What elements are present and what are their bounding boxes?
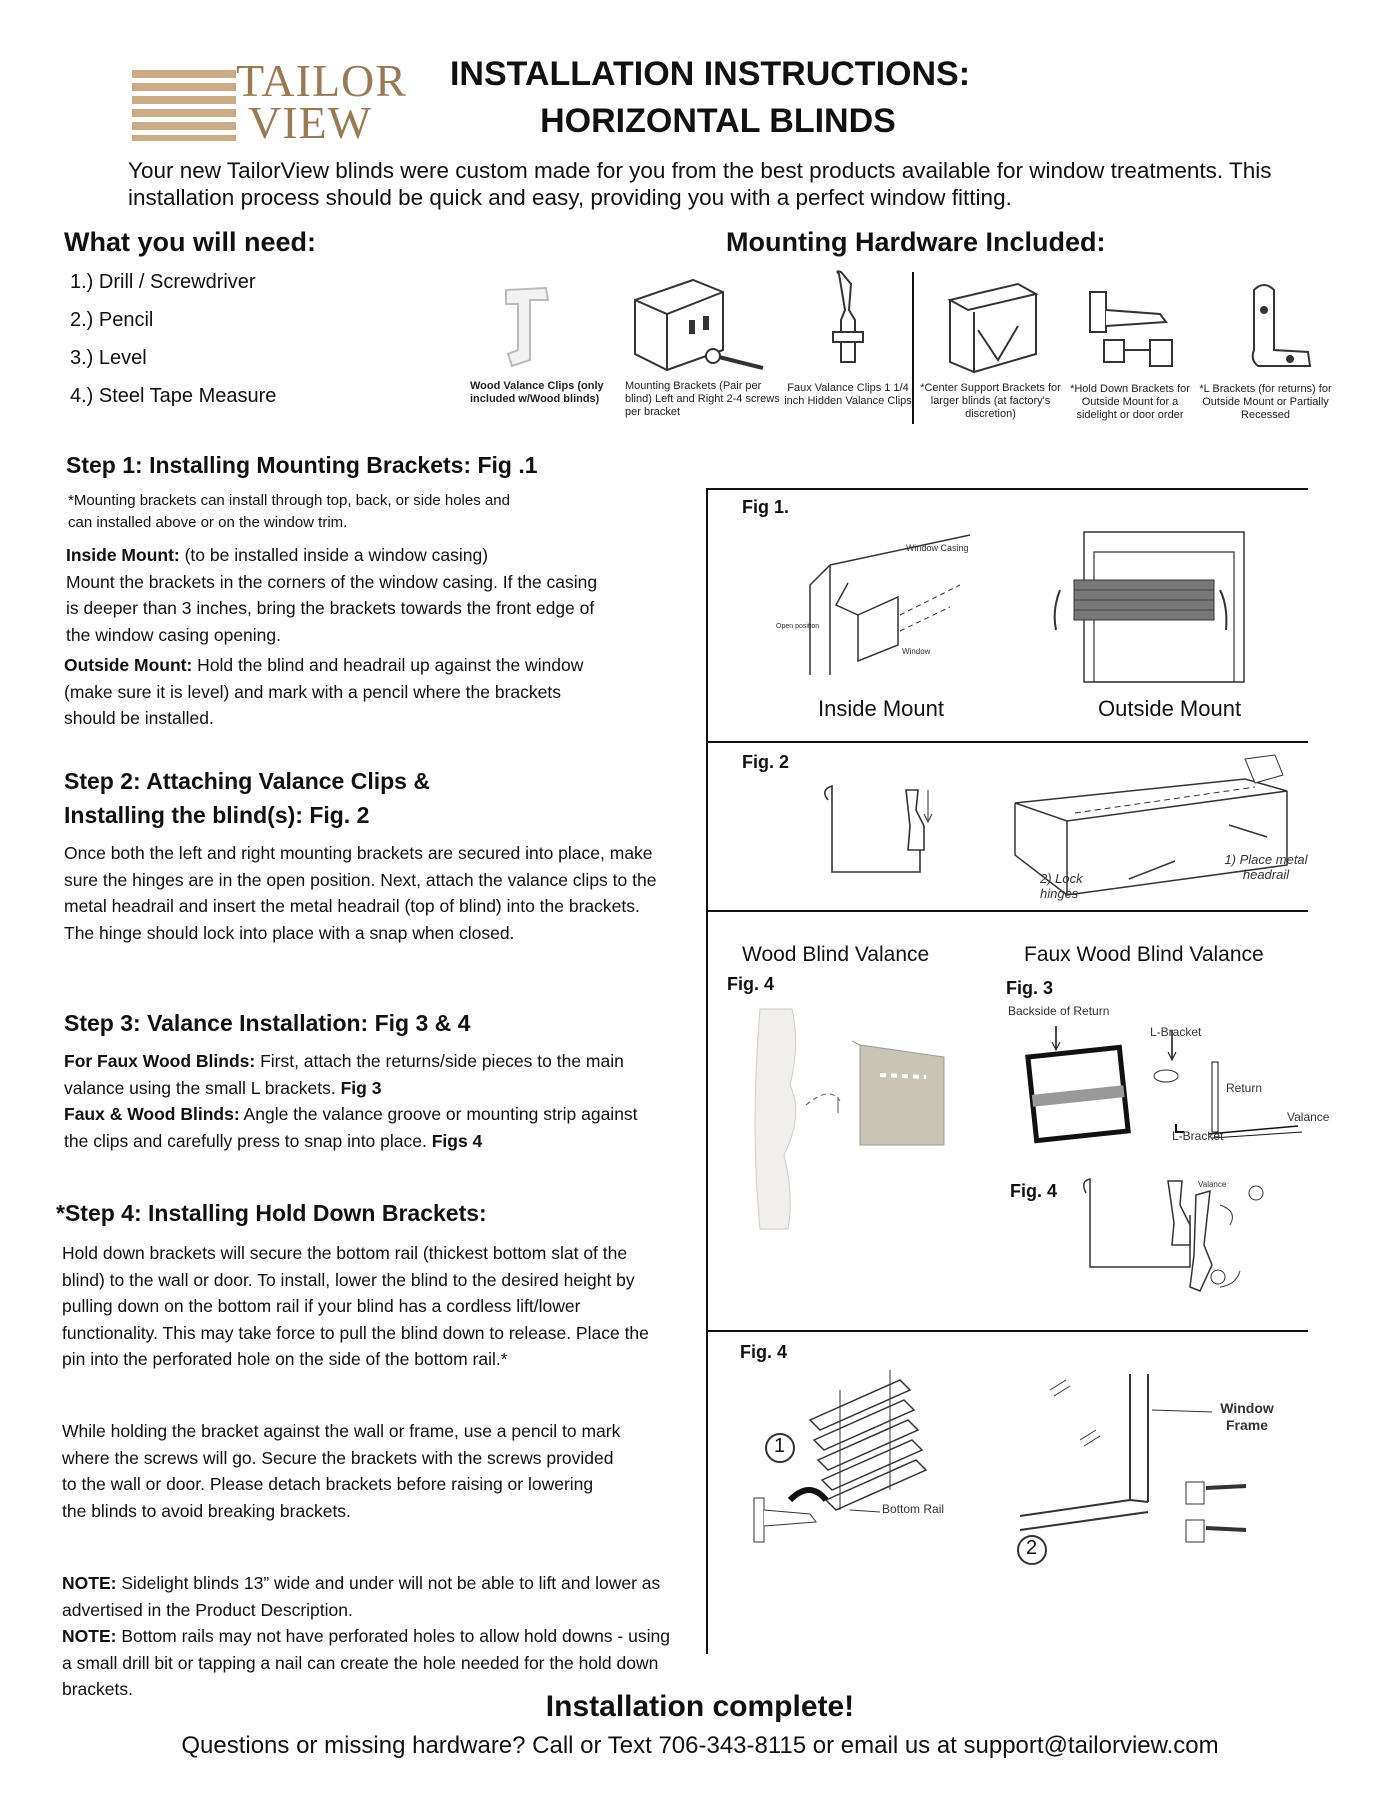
- step2-heading-line2: Installing the blind(s): Fig. 2: [64, 802, 370, 828]
- page-title-line1: INSTALLATION INSTRUCTIONS:: [449, 55, 971, 93]
- fig2-label: Fig. 2: [742, 752, 790, 772]
- step4-note2: Bottom rails may not have perforated holes to allow hold downs - using a small drill bit or tapping a nail can create the hole needed for the hold down brackets.: [62, 1626, 670, 1699]
- figure-divider: [706, 1330, 1308, 1332]
- need-item: 3.) Level: [70, 347, 147, 369]
- mounting-bracket-icon: [623, 270, 788, 380]
- fig2-lock-hinges: 2) Lock hinges: [1040, 871, 1083, 901]
- step1-note: *Mounting brackets can install through top, back, or side holes and can installed above or on the window trim.: [68, 492, 510, 531]
- fig4-step1-number: 1: [774, 1435, 786, 1457]
- hold-down-step1-diagram: [740, 1360, 980, 1560]
- step1-inside: [66, 542, 626, 648]
- fig4-bottom-rail-label: Bottom Rail: [882, 1502, 945, 1516]
- inside-mount-diagram: [770, 535, 1010, 675]
- hardware-caption: Mounting Brackets (Pair per blind) Left and Right 2-4 screws per bracket: [625, 380, 780, 418]
- step3-text: [64, 1048, 644, 1154]
- step4-heading: *Step 4: Installing Hold Down Brackets:: [56, 1200, 487, 1226]
- figure-divider: [706, 488, 1308, 490]
- step1-outside-text: Hold the blind and headrail up against the window (make sure it is level) and mark with a pencil where the brackets should be installed.: [64, 655, 584, 728]
- hardware-caption: Faux Valance Clips 1 1/4 inch Hidden Valance Clips: [784, 382, 912, 407]
- step3-faux-text: First, attach the returns/side pieces to the main valance using the small L brackets.: [64, 1051, 624, 1098]
- step1-inside-rest: (to be installed inside a window casing): [179, 545, 489, 565]
- logo: [128, 55, 418, 148]
- wood-valance-diagram: [730, 1005, 950, 1245]
- step1-inside-text: Mount the brackets in the corners of the window casing. If the casing is deeper than 3 inches, bring the brackets towards the front edge of the window casing opening.: [66, 571, 598, 645]
- contact-line: Questions or missing hardware? Call or Text 706-343-8115 or email us at support@tailorview.com: [181, 1732, 1219, 1759]
- fig1-window-casing: Window Casing: [906, 543, 969, 553]
- hardware-item-hold-down: [1060, 270, 1200, 430]
- step3-heading: Step 3: Valance Installation: Fig 3 & 4: [64, 1010, 471, 1036]
- page-title-line2: HORIZONTAL BLINDS: [540, 102, 896, 140]
- step3-both-ref: Figs 4: [431, 1130, 483, 1151]
- hardware-item-mounting-bracket: [623, 270, 788, 430]
- wood-valance-title: Wood Blind Valance: [742, 943, 930, 966]
- fig3-valance-label: Valance: [1287, 1110, 1330, 1124]
- step4-notes: [62, 1570, 677, 1703]
- step4-p2: While holding the bracket against the wall or frame, use a pencil to mark where the screws will go. Secure the brackets with the screws provided to the wall or door. Please detach brackets before raising or lowering the blinds to avoid breaking brackets.: [62, 1421, 621, 1521]
- fig1-inside-caption: Inside Mount: [818, 696, 944, 721]
- step1-outside: [64, 652, 584, 732]
- hardware-heading: Mounting Hardware Included:: [726, 227, 1106, 257]
- fig1-open-position: Open position: [776, 623, 820, 630]
- step1-outside-label: Outside Mount:: [64, 655, 193, 675]
- step1-inside-label: Inside Mount:: [66, 545, 180, 565]
- fig3-return-label: Return: [1226, 1081, 1263, 1095]
- faux-valance-title: Faux Wood Blind Valance: [1024, 943, 1264, 966]
- note-label: NOTE:: [62, 1573, 117, 1593]
- step1-heading: Step 1: Installing Mounting Brackets: Fig .1: [66, 452, 538, 478]
- hardware-caption: *L Brackets (for returns) for Outside Mount or Partially Recessed: [1199, 383, 1332, 421]
- fig4-window-frame-label: Window Frame: [1220, 1400, 1274, 1433]
- need-list: [70, 263, 276, 415]
- note-label: NOTE:: [62, 1626, 117, 1646]
- faux-valance-clip-diagram: [1080, 1175, 1280, 1315]
- hardware-item-l-bracket: [1198, 270, 1333, 430]
- figure-divider: [706, 741, 1308, 743]
- need-item: 1.) Drill / Screwdriver: [70, 271, 256, 293]
- hardware-caption: *Center Support Brackets for larger blinds (at factory's discretion): [920, 382, 1061, 420]
- faux-clip-icon: [783, 270, 913, 380]
- fig1-outside-caption: Outside Mount: [1098, 696, 1242, 721]
- center-support-icon: [918, 270, 1063, 380]
- fig1-label: Fig 1.: [742, 497, 790, 517]
- fig4-holddown-label: Fig. 4: [740, 1342, 788, 1362]
- fig4-step2-number: 2: [1026, 1537, 1038, 1559]
- l-bracket-icon: [1198, 270, 1333, 380]
- fig4-valance-label: Valance: [1198, 1180, 1227, 1189]
- fig3-lbracket-bottom: L-Bracket: [1172, 1129, 1224, 1143]
- step4-note1: Sidelight blinds 13” wide and under will not be able to lift and lower as advertised in the Product Description.: [62, 1573, 661, 1620]
- hold-down-icon: [1060, 270, 1200, 380]
- step3-faux-label: For Faux Wood Blinds:: [64, 1051, 256, 1071]
- hardware-caption: *Hold Down Brackets for Outside Mount for a sidelight or door order: [1070, 383, 1190, 421]
- fig1-window: Window: [902, 647, 931, 656]
- valance-clip-headrail-diagram: [820, 780, 960, 880]
- step4-p1: Hold down brackets will secure the bottom rail (thickest bottom slat of the blind) to the wall or door. To install, lower the blind to the desired height by pulling down on the bottom rail if your blind has a cordless lift/lower functionality. This may take force to pull the blind down to release. Place the pin into the perforated hole on the side of the bottom rail.*: [62, 1243, 649, 1369]
- outside-mount-diagram: [1050, 530, 1250, 690]
- fig4-faux-label: Fig. 4: [1010, 1181, 1058, 1201]
- figure-divider: [706, 910, 1308, 912]
- step2-heading-line1: Step 2: Attaching Valance Clips &: [64, 768, 430, 794]
- need-item: 2.) Pencil: [70, 309, 154, 331]
- hardware-item-faux-clip: [783, 270, 913, 430]
- intro-text: Your new TailorView blinds were custom made for you from the best products available for window treatments. This installation process should be quick and easy, providing you with a perfect window fitting.: [128, 158, 1272, 210]
- logo-stripes-icon: [128, 64, 238, 144]
- need-heading: What you will need:: [64, 227, 317, 257]
- installation-complete: Installation complete!: [545, 1690, 855, 1723]
- hardware-item-valance-clip: [468, 270, 618, 430]
- fig3-lbracket-top: L-Bracket: [1150, 1025, 1202, 1039]
- logo-line1: TAILOR: [236, 55, 407, 106]
- step3-faux-ref: Fig 3: [340, 1077, 382, 1098]
- hardware-divider: [912, 272, 914, 424]
- step3-both-label: Faux & Wood Blinds:: [64, 1104, 240, 1124]
- fig3-label: Fig. 3: [1006, 978, 1054, 998]
- hardware-item-center-support: [918, 270, 1063, 430]
- need-item: 4.) Steel Tape Measure: [70, 385, 277, 407]
- hardware-caption: Wood Valance Clips (only included w/Wood blinds): [470, 380, 604, 405]
- valance-clip-icon: [468, 270, 618, 380]
- fig3-backside-label: Backside of Return: [1008, 1004, 1110, 1018]
- logo-line2: VIEW: [248, 97, 373, 148]
- fig4-wood-label: Fig. 4: [727, 974, 775, 994]
- fig2-place-headrail: 1) Place metal headrail: [1224, 852, 1308, 882]
- figure-panel-border: [706, 488, 708, 1654]
- step2-text: Once both the left and right mounting brackets are secured into place, make sure the hinges are in the open position. Next, attach the valance clips to the metal headrail and insert the metal headrail (top of blind) into the brackets. The hinge should lock into place with a snap when closed.: [64, 843, 657, 943]
- step3-both-text: Angle the valance groove or mounting strip against the clips and carefully press to snap into place.: [64, 1104, 638, 1151]
